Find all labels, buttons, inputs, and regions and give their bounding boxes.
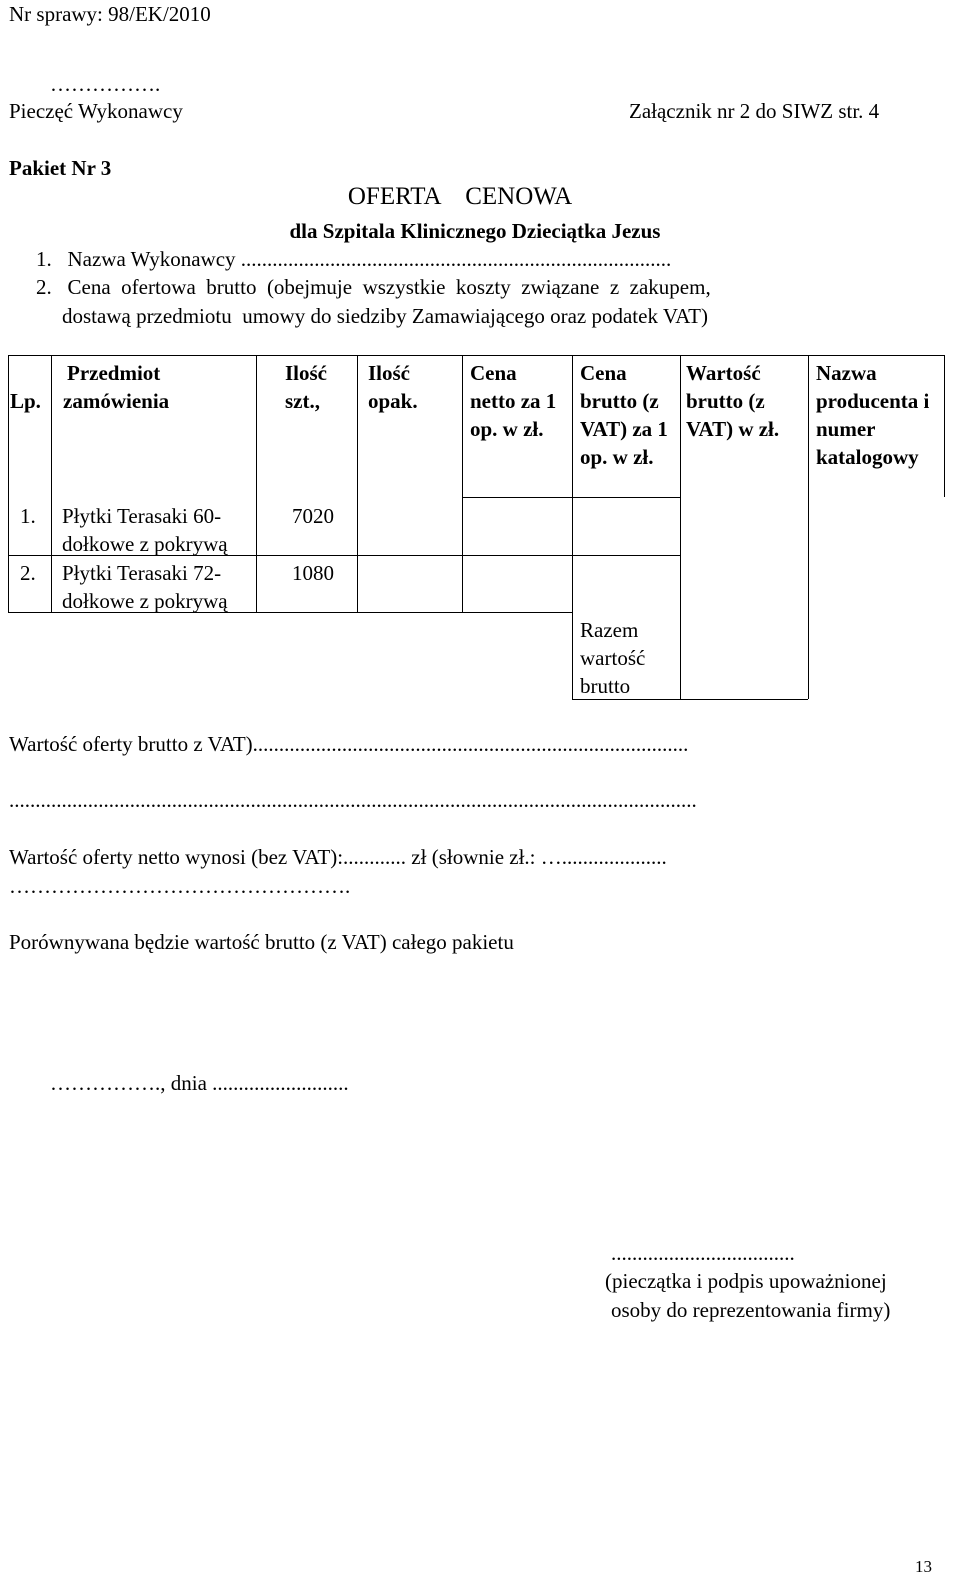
row1-qty: 7020 <box>292 504 334 528</box>
header-net-price: Cena netto za 1 op. w zł. <box>470 361 557 441</box>
signature-caption-2: osoby do reprezentowania firmy) <box>611 1298 891 1322</box>
header-qty-pack: Ilość opak. <box>368 361 418 413</box>
contractor-name-line: 1. Nazwa Wykonawcy .................................................................................. <box>36 247 672 271</box>
offer-title: OFERTA CENOWA <box>347 183 573 210</box>
stamp-dots: ……………. <box>50 72 161 96</box>
package-label: Pakiet Nr 3 <box>9 156 112 180</box>
row2-qty: 1080 <box>292 561 334 585</box>
offer-subtitle: dla Szpitala Klinicznego Dzieciątka Jezus <box>289 219 661 243</box>
case-number: Nr sprawy: 98/EK/2010 <box>9 2 211 26</box>
signature-caption-1: (pieczątka i podpis upoważnionej <box>605 1269 887 1293</box>
row2-lp: 2. <box>20 561 36 585</box>
row1-lp: 1. <box>20 504 36 528</box>
dots-line: ................................................................................................................................... <box>9 788 697 812</box>
page-number: 13 <box>915 1557 932 1576</box>
compare-note: Porównywana będzie wartość brutto (z VAT) całego pakietu <box>9 930 514 954</box>
header-subject: Przedmiot zamówienia <box>63 361 170 413</box>
price-line-2: dostawą przedmiotu umowy do siedziby Zamawiającego oraz podatek VAT) <box>62 304 708 328</box>
attachment-label: Załącznik nr 2 do SIWZ str. 4 <box>629 99 880 123</box>
dots-line-2: …………………………………………. <box>9 874 351 898</box>
net-offer-line: Wartość oferty netto wynosi (bez VAT):............ zł (słownie zł.: ….................... <box>9 845 667 869</box>
stamp-label: Pieczęć Wykonawcy <box>9 99 183 123</box>
row1-subject: Płytki Terasaki 60-dołkowe z pokrywą <box>62 504 228 556</box>
header-qty-pcs: Ilość szt., <box>285 361 327 413</box>
signature-dots: ................................... <box>611 1241 795 1265</box>
total-label: Razem wartość brutto <box>580 618 646 698</box>
header-gross-price: Cena brutto (z VAT) za 1 op. w zł. <box>580 361 668 469</box>
price-line-1: 2. Cena ofertowa brutto (obejmuje wszystkie koszty związane z zakupem, <box>36 275 711 299</box>
date-line: ……………., dnia .......................... <box>50 1071 349 1095</box>
header-producer: Nazwa producenta i numer katalogowy <box>816 361 930 469</box>
header-lp: Lp. <box>10 389 41 413</box>
row2-subject: Płytki Terasaki 72-dołkowe z pokrywą <box>62 561 228 613</box>
header-gross-value: Wartość brutto (z VAT) w zł. <box>686 361 780 441</box>
gross-offer-line: Wartość oferty brutto z VAT)................................................................................... <box>9 732 689 756</box>
